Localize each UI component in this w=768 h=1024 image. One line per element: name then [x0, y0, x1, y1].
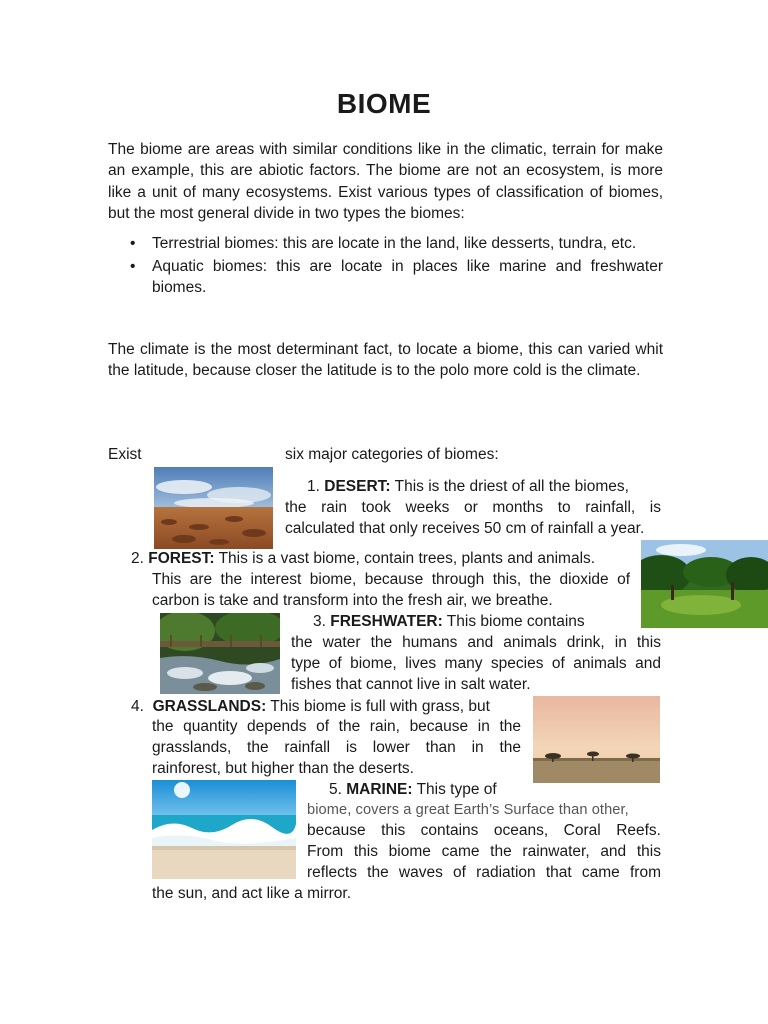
grasslands-label: GRASSLANDS:	[152, 698, 267, 715]
freshwater-line-3: type of biome, lives many species of animals and	[291, 655, 661, 672]
climate-paragraph: The climate is the most determinant fact, to locate a biome, this can varied whit the latitude, because closer the latitude is to the polo more cold is the climate.	[108, 341, 663, 380]
grasslands-line-3: grasslands, the rainfall is lower than in the	[152, 739, 521, 756]
exist-left-text: Exist	[108, 446, 142, 463]
forest-line-2: This are the interest biome, because through this, the dioxide of	[152, 571, 630, 588]
marine-line-3: because this contains oceans, Coral Reefs.	[307, 822, 661, 839]
desert-line-1: 1. DESERT: This is the driest of all the biomes,	[307, 478, 629, 495]
marine-line-1: 5. MARINE: This type of	[329, 781, 497, 798]
exist-right-text: six major categories of biomes:	[285, 446, 499, 463]
grasslands-line-2: the quantity depends of the rain, because in the	[152, 718, 521, 735]
grasslands-image	[533, 696, 660, 783]
freshwater-label: FRESHWATER:	[330, 613, 443, 630]
marine-line-4: From this biome came the rainwater, and this	[307, 843, 661, 860]
desert-label: DESERT:	[324, 478, 391, 495]
bullet-icon: •	[130, 235, 136, 252]
freshwater-image	[160, 613, 280, 694]
forest-image	[641, 540, 768, 628]
list-item: • Terrestrial biomes: this are locate in the land, like desserts, tundra, etc.	[108, 233, 663, 255]
intro-paragraph: The biome are areas with similar conditions like in the climatic, terrain for make an example, this are abiotic factors. The biome are not an ecosystem, is more like a unit of many ecosystems. Exist various types of classification of biomes, but the most general divide in two types the biomes:	[108, 141, 663, 222]
grasslands-line-4: rainforest, but higher than the deserts.	[152, 760, 414, 777]
forest-line-1: 2. FOREST: This is a vast biome, contain trees, plants and animals.	[131, 550, 596, 567]
desert-image	[154, 467, 273, 549]
forest-label: FOREST:	[148, 550, 215, 567]
page-title: BIOME	[336, 88, 432, 119]
marine-image	[152, 780, 296, 879]
marine-line-5: reflects the waves of radiation that came from	[307, 864, 661, 881]
biome-types-list	[108, 233, 663, 300]
freshwater-line-1: 3. FRESHWATER: This biome contains	[313, 613, 585, 630]
forest-line-3: carbon is take and transform into the fresh air, we breathe.	[152, 592, 553, 609]
freshwater-line-4: fishes that cannot live in salt water.	[291, 676, 531, 693]
marine-line-6: the sun, and act like a mirror.	[152, 885, 352, 902]
marine-label: MARINE:	[346, 781, 413, 798]
desert-line-2: the rain took weeks or months to rainfall, is	[285, 499, 661, 516]
list-item: • Aquatic biomes: this are locate in places like marine and freshwater biomes.	[130, 257, 663, 296]
grasslands-line-1: 4. GRASSLANDS: This biome is full with grass, but	[131, 698, 490, 715]
marine-line-2: biome, covers a great Earth’s Surface than other,	[307, 802, 629, 818]
desert-line-3: calculated that only receives 50 cm of rainfall a year.	[285, 520, 645, 537]
bullet-icon: •	[130, 257, 136, 275]
freshwater-line-2: the water the humans and animals drink, in this	[291, 634, 661, 651]
